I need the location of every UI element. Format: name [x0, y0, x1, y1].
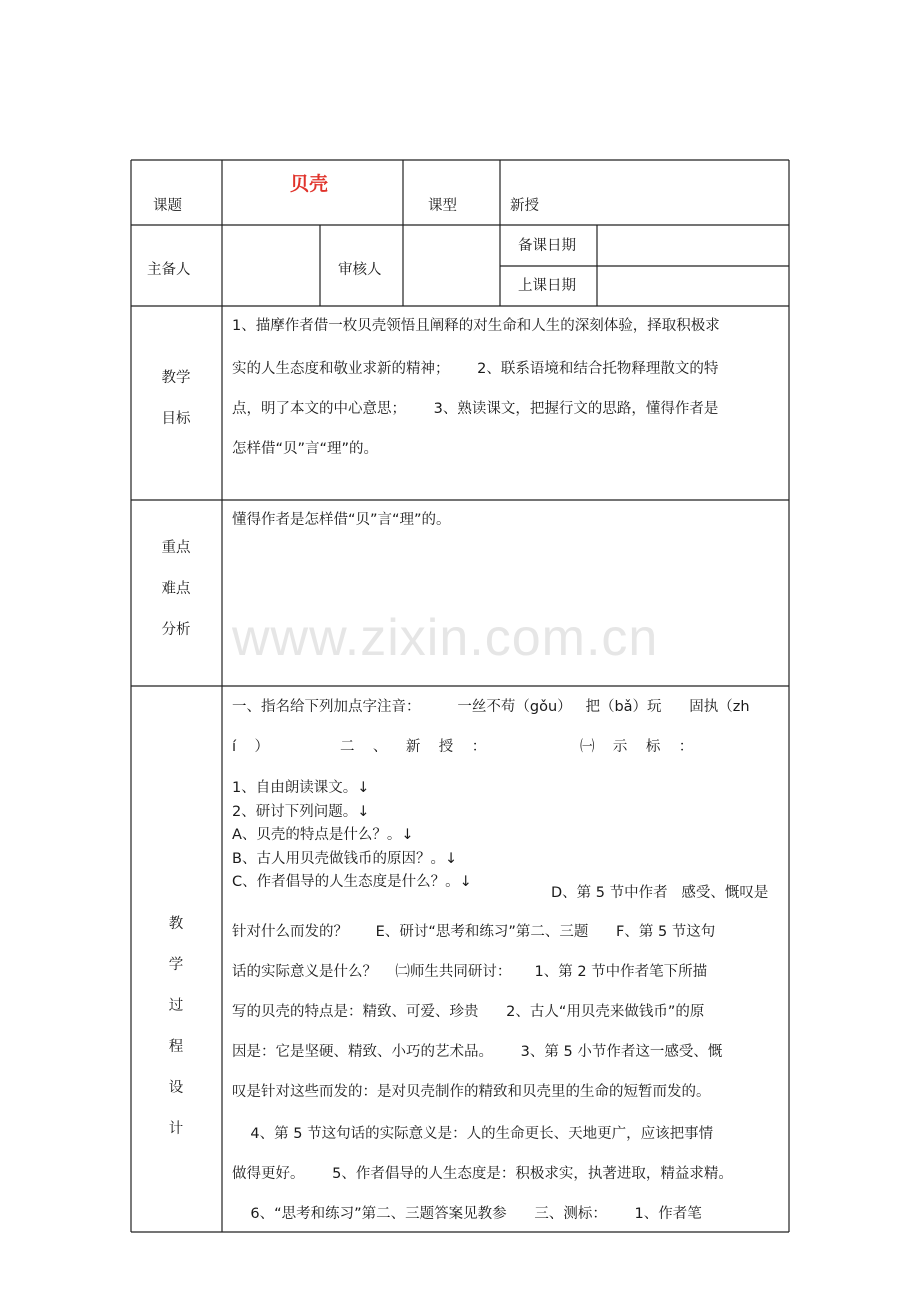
preparer-label: 主备人 — [147, 262, 191, 278]
process-intro-line-2a: í ） — [232, 739, 269, 755]
goals-line-3: 点，明了本文的中心意思； 3、熟读课文，把握行文的思路，懂得作者是 — [232, 401, 719, 417]
process-body-line-5: 叹是针对这些而发的：是对贝壳制作的精致和贝壳里的生命的短暂而发的。 — [232, 1084, 711, 1100]
process-body-line-8: 6、“思考和练习”第二、三题答案见教参 三、测标： 1、作者笔 — [232, 1206, 702, 1222]
type-value: 新授 — [510, 198, 539, 214]
process-intro-line-2b: 二 、 新 授 ： — [340, 739, 487, 755]
process-steps — [232, 777, 472, 895]
watermark: www.zixin.com.cn — [232, 609, 659, 667]
goals-label: 教学 目标 — [161, 370, 191, 427]
step-item: 2、研讨下列问题。↓ — [232, 803, 370, 820]
subject-value: 贝壳 — [290, 173, 329, 195]
step-item: 1、自由朗读课文。↓ — [232, 780, 370, 796]
process-body-line-2: 话的实际意义是什么？ ㈡师生共同研讨： 1、第 2 节中作者笔下所描 — [232, 964, 708, 980]
process-label: 教 学 过 程 设 计 — [168, 916, 184, 1137]
subject-label: 课题 — [153, 198, 182, 214]
step-item: C、作者倡导的人生态度是什么？。↓ — [232, 874, 472, 890]
process-body-line-6: 4、第 5 节这句话的实际意义是：人的生命更长、天地更广，应该把事情 — [232, 1126, 714, 1142]
process-body-line-7: 做得更好。 5、作者倡导的人生态度是：积极求实，执著进取，精益求精。 — [232, 1166, 733, 1182]
step-item: A、贝壳的特点是什么？。↓ — [232, 827, 414, 843]
goals-line-1: 1、描摩作者借一枚贝壳领悟且阐释的对生命和人生的深刻体验，择取积极求 — [232, 318, 720, 334]
process-body-line-4: 因是：它是坚硬、精致、小巧的艺术品。 3、第 5 小节作者这一感受、慨 — [232, 1044, 723, 1060]
class-date-label: 上课日期 — [518, 278, 576, 294]
process-body-line-3: 写的贝壳的特点是：精致、可爱、珍贵 2、古人“用贝壳来做钱币”的原 — [232, 1004, 705, 1020]
step-item: B、古人用贝壳做钱币的原因？。↓ — [232, 850, 458, 867]
process-intro-line-1: 一、指名给下列加点字注音： 一丝不苟（gǒu） 把（bǎ）玩 固执（zh — [232, 699, 750, 715]
prep-date-label: 备课日期 — [518, 238, 576, 254]
goals-line-2: 实的人生态度和敬业求新的精神； 2、联系语境和结合托物释理散文的特 — [232, 361, 719, 377]
type-label: 课型 — [428, 198, 457, 214]
process-intro-line-2c: ㈠ 示 标 ： — [580, 739, 694, 755]
process-body-line-1: 针对什么而发的？ E、研讨“思考和练习”第二、三题 F、第 5 节这句 — [232, 924, 716, 940]
key-points-label: 重点 难点 分析 — [161, 540, 191, 638]
key-points-text: 懂得作者是怎样借“贝”言“理”的。 — [232, 512, 451, 528]
step-d: D、第 5 节中作者 感受、慨叹是 — [551, 885, 769, 901]
goals-line-4: 怎样借“贝”言“理”的。 — [232, 441, 379, 457]
reviewer-label: 审核人 — [338, 262, 382, 278]
